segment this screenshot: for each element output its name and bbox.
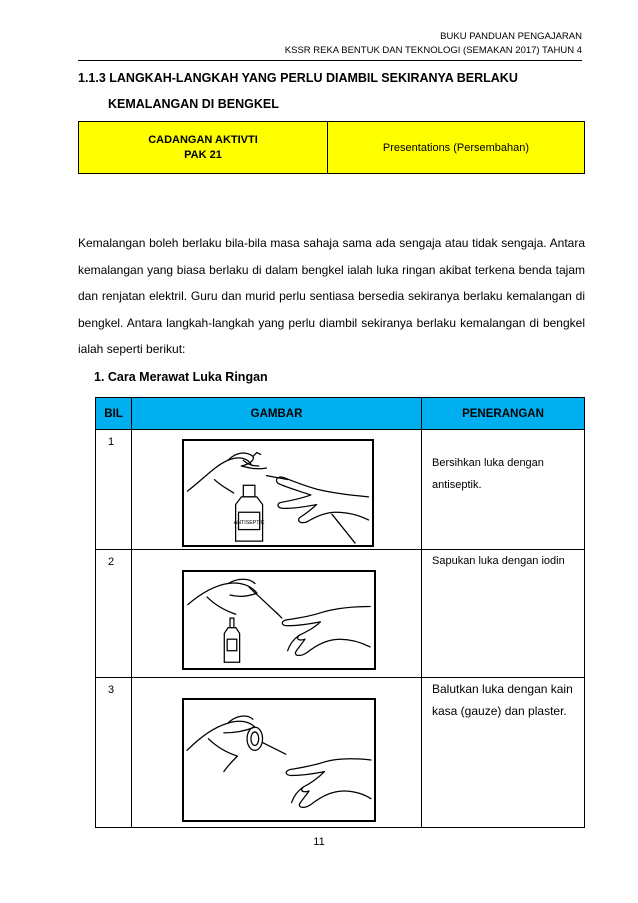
hands-bandage-icon (184, 700, 374, 820)
row-description: Sapukan luka dengan iodin (422, 550, 585, 678)
activity-label-line-1: CADANGAN AKTIVTI (148, 133, 258, 146)
steps-table (95, 397, 585, 828)
row-description: Balutkan luka dengan kain kasa (gauze) dan plaster. (422, 678, 585, 828)
header-divider (78, 60, 582, 61)
activity-box (78, 121, 585, 174)
header-penerangan: PENERANGAN (422, 398, 585, 430)
page-header (285, 30, 582, 58)
hands-iodine-icon (184, 572, 374, 668)
section-title: 1.1.3 LANGKAH-LANGKAH YANG PERLU DIAMBIL SEKIRANYA BERLAKU (78, 71, 518, 85)
image-cell (132, 550, 422, 678)
header-gambar: GAMBAR (132, 398, 422, 430)
section-title-continued: KEMALANGAN DI BENGKEL (108, 97, 279, 111)
bandage-wound-illustration (182, 698, 376, 822)
intro-paragraph: Kemalangan boleh berlaku bila-bila masa sahaja sama ada sengaja atau tidak sengaja. Antara kemalangan yang biasa berlaku di dalam bengkel ialah luka ringan akibat terkena benda tajam dan renjatan elektril. Guru dan murid perlu sentiasa bersedia sekiranya berlaku kemalangan di bengkel. Antara langkah-langkah yang perlu diambil sekiranya berlaku kemalangan di bengkel ialah seperti berikut: (78, 236, 585, 356)
row-number: 1 (96, 430, 132, 550)
activity-value: Presentations (Persembahan) (382, 141, 530, 154)
activity-label (79, 122, 328, 173)
clean-wound-illustration (182, 439, 374, 547)
table-header-row (96, 398, 585, 430)
header-line-1: BUKU PANDUAN PENGAJARAN (440, 31, 582, 42)
image-cell (132, 678, 422, 828)
header-line-2: KSSR REKA BENTUK DAN TEKNOLOGI (SEMAKAN 2017) TAHUN 4 (284, 45, 582, 56)
apply-iodine-illustration (182, 570, 376, 670)
image-cell (132, 430, 422, 550)
row-number: 2 (96, 550, 132, 678)
row-number: 3 (96, 678, 132, 828)
hands-antiseptic-icon (184, 441, 372, 545)
row-description: Bersihkan luka dengan antiseptik. (422, 430, 585, 550)
table-row (96, 678, 585, 828)
header-bil: BIL (96, 398, 132, 430)
table-row (96, 550, 585, 678)
bottle-label: ANTISEPTIK (233, 519, 265, 526)
activity-label-line-2: PAK 21 (184, 148, 222, 161)
subsection-title: 1. Cara Merawat Luka Ringan (94, 370, 268, 384)
table-row (96, 430, 585, 550)
page-number: 11 (313, 836, 325, 848)
